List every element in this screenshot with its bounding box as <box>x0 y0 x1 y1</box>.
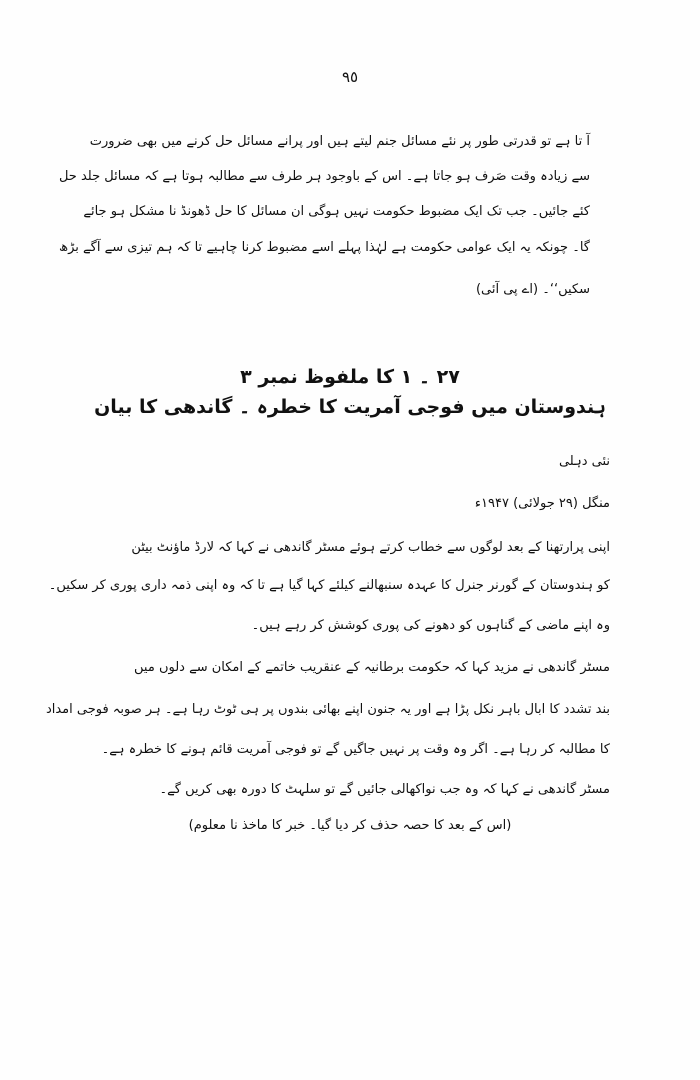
paragraph-line: گا۔ چونکہ یہ ایک عوامی حکومت ہے لہٰذا پہلے اسے مضبوط کرنا چاہیے تا کہ ہم تیزی سے آگے بڑھ <box>59 240 590 255</box>
article-title: ہندوستان میں فوجی آمریت کا خطرہ ۔ گاندھی کا بیان <box>94 396 606 418</box>
body-line: وہ اپنے ماضی کے گناہوں کو دھونے کی پوری کوشش کر رہے ہیں۔ <box>251 618 610 633</box>
body-line: بند تشدد کا ابال باہر نکل پڑا ہے اور یہ جنون اپنے بھائی بندوں پر ہی ٹوٹ رہا ہے۔ ہر صوبہ فوجی امداد <box>45 702 610 717</box>
body-line: مسٹر گاندھی نے مزید کہا کہ حکومت برطانیہ کے عنقریب خاتمے کے امکان سے دلوں میں <box>134 660 610 675</box>
body-line: کا مطالبہ کر رہا ہے۔ اگر وہ وقت پر نہیں جاگیں گے تو فوجی آمریت قائم ہونے کا خطرہ ہے۔ <box>101 742 610 757</box>
paragraph-line: سکیں‘‘۔ (اے پی آئی) <box>475 282 590 297</box>
dateline-place: نئی دہلی <box>558 454 610 469</box>
paragraph-line: کئے جائیں۔ جب تک ایک مضبوط حکومت نہیں ہوگی ان مسائل کا حل ڈھونڈ نا مشکل ہو جائے <box>83 204 590 219</box>
page-number: ٩٥ <box>341 68 359 86</box>
dateline-date: منگل (۲۹ جولائی) ۱۹۴۷ء <box>474 496 610 511</box>
paragraph-line: آ تا ہے تو قدرتی طور پر نئے مسائل جنم لیتے ہیں اور پرانے مسائل حل کرنے میں بھی ضرورت <box>89 134 590 149</box>
editorial-note: (اس کے بعد کا حصہ حذف کر دیا گیا۔ خبر کا ماخذ نا معلوم) <box>188 818 512 833</box>
body-line: اپنی پرارتھنا کے بعد لوگوں سے خطاب کرتے ہوئے مسٹر گاندھی نے کہا کہ لارڈ ماؤنٹ بیٹن <box>131 540 610 555</box>
paragraph-line: سے زیادہ وقت صَرف ہو جاتا ہے۔ اس کے باوجود ہر طرف سے مطالبہ ہوتا ہے کہ مسائل جلد حل <box>58 169 590 184</box>
body-line: مسٹر گاندھی نے کہا کہ وہ جب نواکھالی جائیں گے تو سلہٹ کا دورہ بھی کریں گے۔ <box>159 782 610 797</box>
body-line: کو ہندوستان کے گورنر جنرل کا عہدہ سنبھالنے کیلئے کہا گیا ہے تا کہ وہ اپنی ذمہ داری پوری کر سکیں۔ <box>48 578 610 593</box>
section-heading: ۲۷ ۔ ۱ کا ملفوظ نمبر ۳ <box>240 366 460 388</box>
